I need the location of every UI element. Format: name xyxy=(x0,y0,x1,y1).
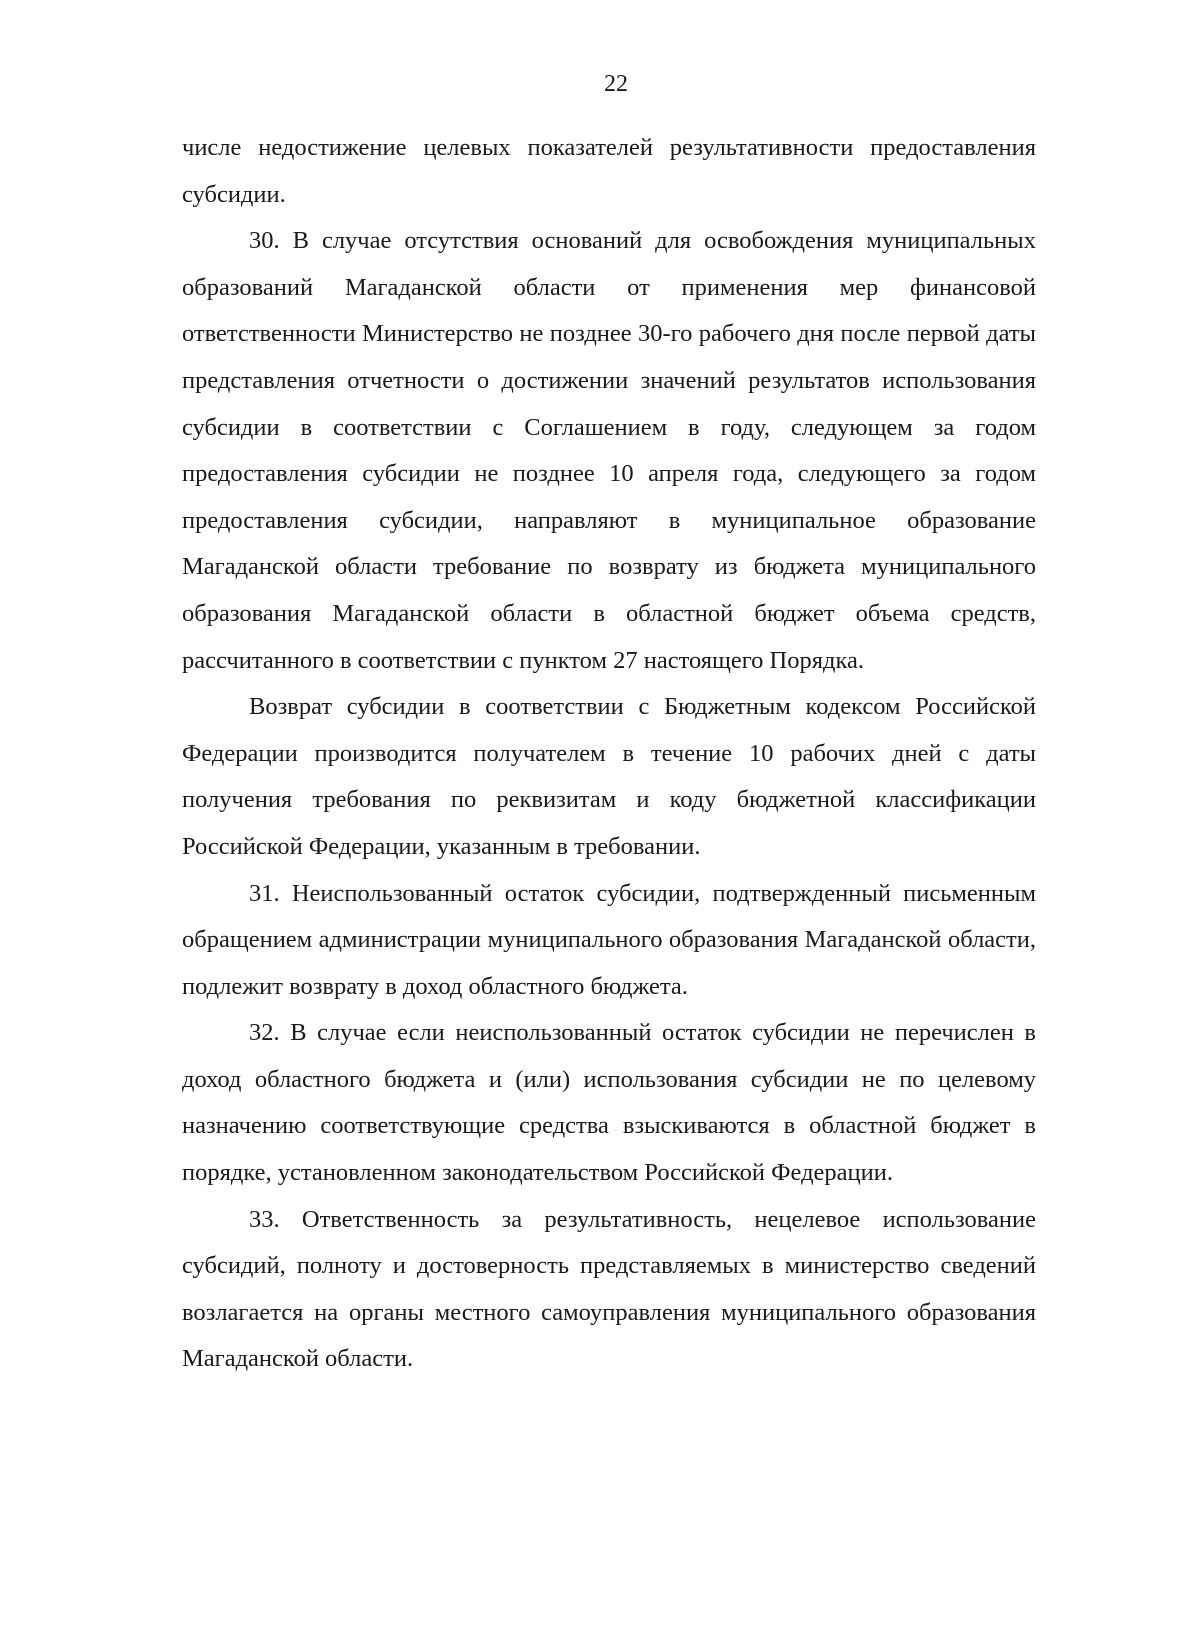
paragraph-item-31: 31. Неиспользованный остаток субсидии, подтвержденный письменным обращением администрации муниципального образования Магаданской области, подлежит возврату в доход областного бюджета. xyxy=(182,879,1036,1000)
paragraph-item-30: 30. В случае отсутствия оснований для освобождения муниципальных образований Магаданской области от применения мер финансовой ответственности Министерство не позднее 30-го рабочего дня после первой даты представления отчетности о достижении значений результатов использования субсидии в соответствии с Соглашением в году, следующем за годом предоставления субсидии не позднее 10 апреля года, следующего за годом предоставления субсидии, направляют в муниципальное образование Магаданской области требование по возврату из бюджета муниципального образования Магаданской области в областной бюджет объема средств, рассчитанного в соответствии с пунктом 27 настоящего Порядка. xyxy=(182,227,1036,674)
page-number: 22 xyxy=(604,71,628,97)
paragraph-item-33: 33. Ответственность за результативность, нецелевое использование субсидий, полноту и достоверность представляемых в министерство сведений возлагается на органы местного самоуправления муниципального образования Магаданской области. xyxy=(182,1205,1036,1373)
paragraph-continuation: числе недостижение целевых показателей результативности предоставления субсидии. xyxy=(182,134,1036,208)
paragraph-item-32: 32. В случае если неиспользованный остаток субсидии не перечислен в доход областного бюджета и (или) использования субсидии не по целевому назначению соответствующие средства взыскиваются в областной бюджет в порядке, установленном законодательством Российской Федерации. xyxy=(182,1019,1036,1187)
document-body xyxy=(182,125,1036,1383)
paragraph-return-subsidy: Возврат субсидии в соответствии с Бюджетным кодексом Российской Федерации производится получателем в течение 10 рабочих дней с даты получения требования по реквизитам и коду бюджетной классификации Российской Федерации, указанным в требовании. xyxy=(182,693,1036,860)
